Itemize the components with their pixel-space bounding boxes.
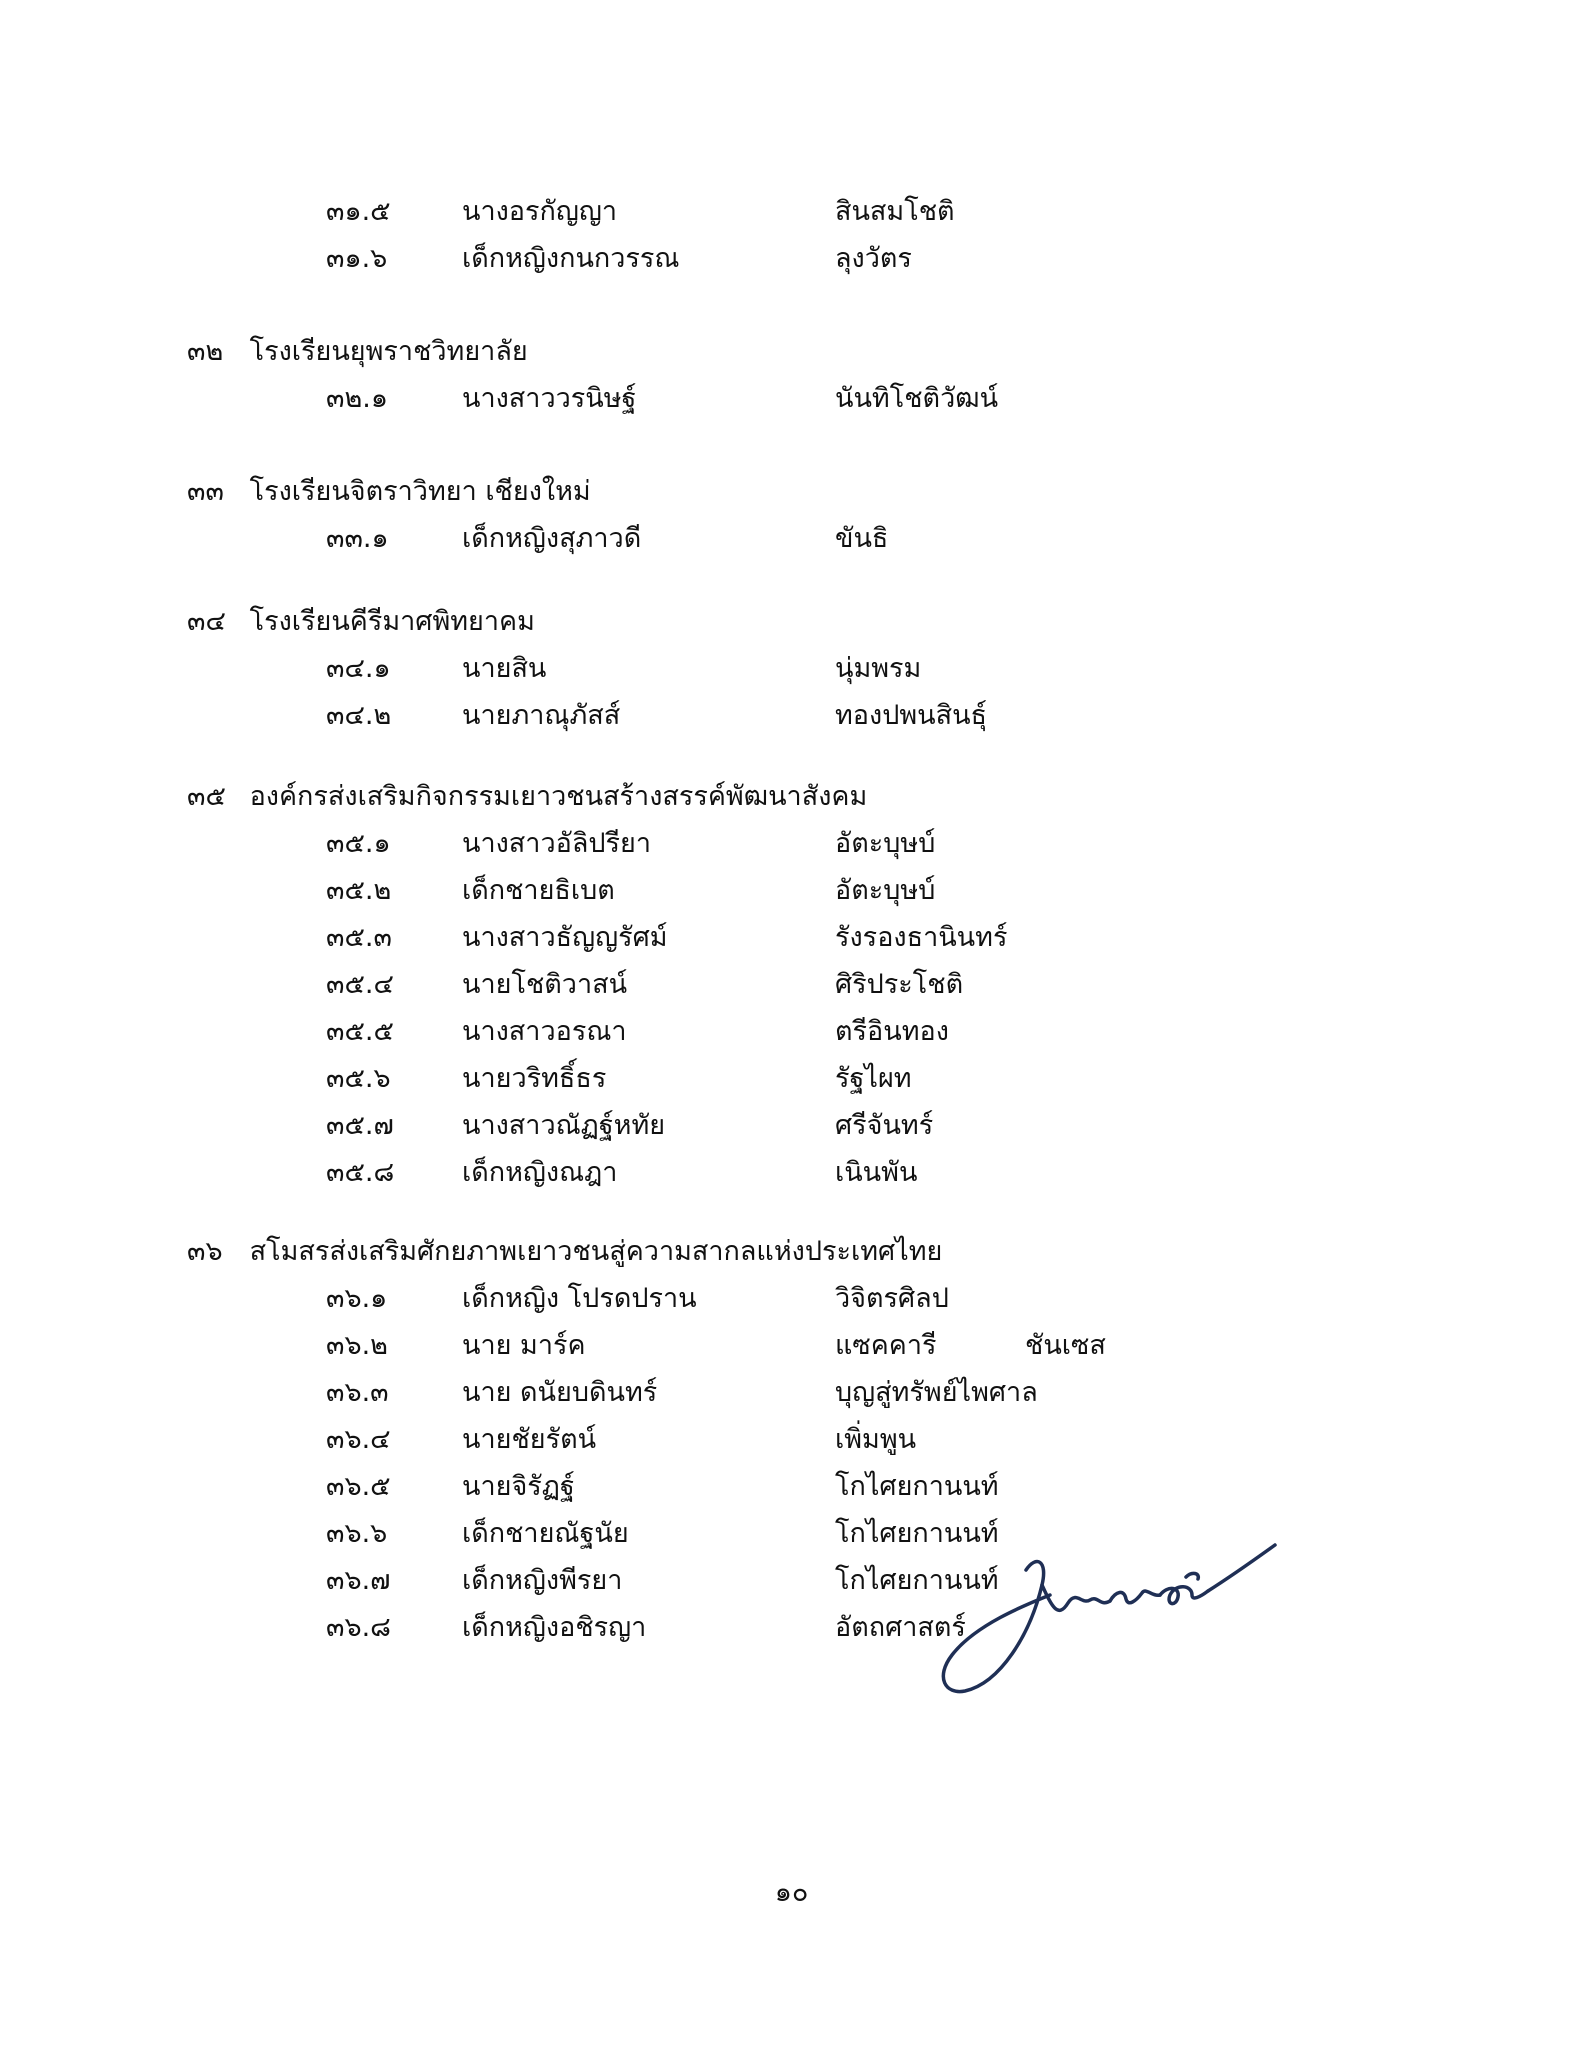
group-heading xyxy=(187,1230,942,1274)
member-first-name: นางสาวณัฏฐ์หทัย xyxy=(462,1110,666,1141)
member-row xyxy=(0,377,1583,421)
member-number: ๓๖.๓ xyxy=(326,1377,389,1408)
member-number: ๓๖.๒ xyxy=(326,1330,388,1361)
member-first-name: นางสาวธัญญรัศม์ xyxy=(462,922,668,953)
member-first-name: เด็กหญิง โปรดปราน xyxy=(462,1283,697,1314)
member-number: ๓๖.๖ xyxy=(326,1518,388,1549)
member-row xyxy=(0,916,1583,960)
group-number: ๓๕ xyxy=(187,781,226,812)
member-row xyxy=(0,1418,1583,1462)
member-last-name: เนินพัน xyxy=(835,1157,918,1188)
group-title: องค์กรส่งเสริมกิจกรรมเยาวชนสร้างสรรค์พัฒนาสังคม xyxy=(249,781,868,812)
member-last-name: อัตะบุษบ์ xyxy=(835,875,936,906)
member-number: ๓๕.๘ xyxy=(326,1157,395,1188)
member-number: ๓๓.๑ xyxy=(326,523,389,554)
member-number: ๓๕.๖ xyxy=(326,1063,391,1094)
member-first-name: นางสาวอรณา xyxy=(462,1016,627,1047)
member-number: ๓๕.๕ xyxy=(326,1016,394,1047)
member-row xyxy=(0,1151,1583,1195)
member-row xyxy=(0,517,1583,561)
member-row xyxy=(0,1606,1583,1650)
member-row xyxy=(0,963,1583,1007)
member-row xyxy=(0,822,1583,866)
member-first-name: นายวริทธิ์ธร xyxy=(462,1063,607,1094)
member-last-name: แซคคารี xyxy=(835,1330,937,1361)
member-number: ๓๑.๕ xyxy=(326,196,391,227)
member-number: ๓๖.๕ xyxy=(326,1471,391,1502)
member-first-name: นางสาววรนิษฐ์ xyxy=(462,383,637,414)
member-row xyxy=(0,1104,1583,1148)
member-number: ๓๕.๓ xyxy=(326,922,392,953)
member-row xyxy=(0,1512,1583,1556)
member-number: ๓๕.๔ xyxy=(326,969,394,1000)
member-last-name: โกไศยกานนท์ xyxy=(835,1565,999,1596)
group-title: โรงเรียนคีรีมาศพิทยาคม xyxy=(249,606,535,637)
member-last-name: ลุงวัตร xyxy=(835,243,912,274)
member-last-name: เพิ่มพูน xyxy=(835,1424,917,1455)
member-number: ๓๖.๗ xyxy=(326,1565,391,1596)
member-row xyxy=(0,190,1583,234)
member-row xyxy=(0,1324,1583,1368)
member-first-name: นาย มาร์ค xyxy=(462,1330,586,1361)
member-last-name: สินสมโชติ xyxy=(835,196,955,227)
member-row xyxy=(0,1010,1583,1054)
member-number: ๓๕.๒ xyxy=(326,875,392,906)
group-heading xyxy=(187,330,528,374)
member-row xyxy=(0,694,1583,738)
member-last-name: ทองปพนสินธุ์ xyxy=(835,700,988,731)
member-first-name: นายภาณุภัสส์ xyxy=(462,700,621,731)
member-number: ๓๔.๑ xyxy=(326,653,391,684)
member-first-name: เด็กหญิงสุภาวดี xyxy=(462,523,642,554)
signature-icon xyxy=(930,1515,1290,1705)
member-first-name: นางสาวอัลิปรียา xyxy=(462,828,651,859)
group-heading xyxy=(187,600,535,644)
group-number: ๓๒ xyxy=(187,336,224,367)
member-first-name: นายโชติวาสน์ xyxy=(462,969,628,1000)
member-last-name: โกไศยกานนท์ xyxy=(835,1471,999,1502)
member-row xyxy=(0,237,1583,281)
member-last-name: ตรีอินทอง xyxy=(835,1016,949,1047)
member-first-name: นางอรกัญญา xyxy=(462,196,618,227)
member-number: ๓๑.๖ xyxy=(326,243,388,274)
member-first-name: นายชัยรัตน์ xyxy=(462,1424,597,1455)
group-title: โรงเรียนยุพราชวิทยาลัย xyxy=(249,336,528,367)
member-number: ๓๕.๑ xyxy=(326,828,391,859)
member-first-name: นายสิน xyxy=(462,653,547,684)
member-last-name: อัตะบุษบ์ xyxy=(835,828,936,859)
member-last-name: ศิริประโชติ xyxy=(835,969,964,1000)
member-last-name: อัตถศาสตร์ xyxy=(835,1612,966,1643)
member-row xyxy=(0,1277,1583,1321)
member-first-name: นาย ดนัยบดินทร์ xyxy=(462,1377,658,1408)
group-heading xyxy=(187,470,591,514)
member-row xyxy=(0,1559,1583,1603)
member-row xyxy=(0,1057,1583,1101)
member-row xyxy=(0,647,1583,691)
member-last-name: วิจิตรศิลป xyxy=(835,1283,949,1314)
group-title: สโมสรส่งเสริมศักยภาพเยาวชนสู่ความสากลแห่งประเทศไทย xyxy=(249,1236,943,1267)
member-last-name: โกไศยกานนท์ xyxy=(835,1518,999,1549)
member-row xyxy=(0,869,1583,913)
member-first-name: เด็กหญิงอชิรญา xyxy=(462,1612,647,1643)
group-number: ๓๓ xyxy=(187,476,224,507)
member-last-name: บุญสู่ทรัพย์ไพศาล xyxy=(835,1377,1038,1408)
group-heading xyxy=(187,775,867,819)
group-number: ๓๖ xyxy=(187,1236,223,1267)
member-row xyxy=(0,1371,1583,1415)
member-number: ๓๖.๑ xyxy=(326,1283,388,1314)
member-first-name: เด็กชายณัฐนัย xyxy=(462,1518,629,1549)
member-number: ๓๔.๒ xyxy=(326,700,392,731)
member-first-name: เด็กชายธิเบต xyxy=(462,875,615,906)
group-number: ๓๔ xyxy=(187,606,226,637)
member-number: ๓๖.๔ xyxy=(326,1424,391,1455)
group-title: โรงเรียนจิตราวิทยา เชียงใหม่ xyxy=(249,476,591,507)
member-last-name: รังรองธานินทร์ xyxy=(835,922,1008,953)
member-last-name: ขันธิ xyxy=(835,523,889,554)
member-number: ๓๖.๘ xyxy=(326,1612,392,1643)
member-number: ๓๒.๑ xyxy=(326,383,388,414)
member-extra-name: ชันเซส xyxy=(1025,1330,1106,1361)
member-last-name: นันทิโชติวัฒน์ xyxy=(835,383,999,414)
member-last-name: ศรีจันทร์ xyxy=(835,1110,934,1141)
member-number: ๓๕.๗ xyxy=(326,1110,394,1141)
member-last-name: นุ่มพรม xyxy=(835,653,922,684)
member-first-name: นายจิรัฏฐ์ xyxy=(462,1471,575,1502)
member-first-name: เด็กหญิงณฎา xyxy=(462,1157,618,1188)
member-first-name: เด็กหญิงพีรยา xyxy=(462,1565,623,1596)
page-number: ๑๐ xyxy=(774,1877,809,1908)
member-row xyxy=(0,1465,1583,1509)
member-last-name: รัฐไผท xyxy=(835,1063,912,1094)
member-first-name: เด็กหญิงกนกวรรณ xyxy=(462,243,680,274)
